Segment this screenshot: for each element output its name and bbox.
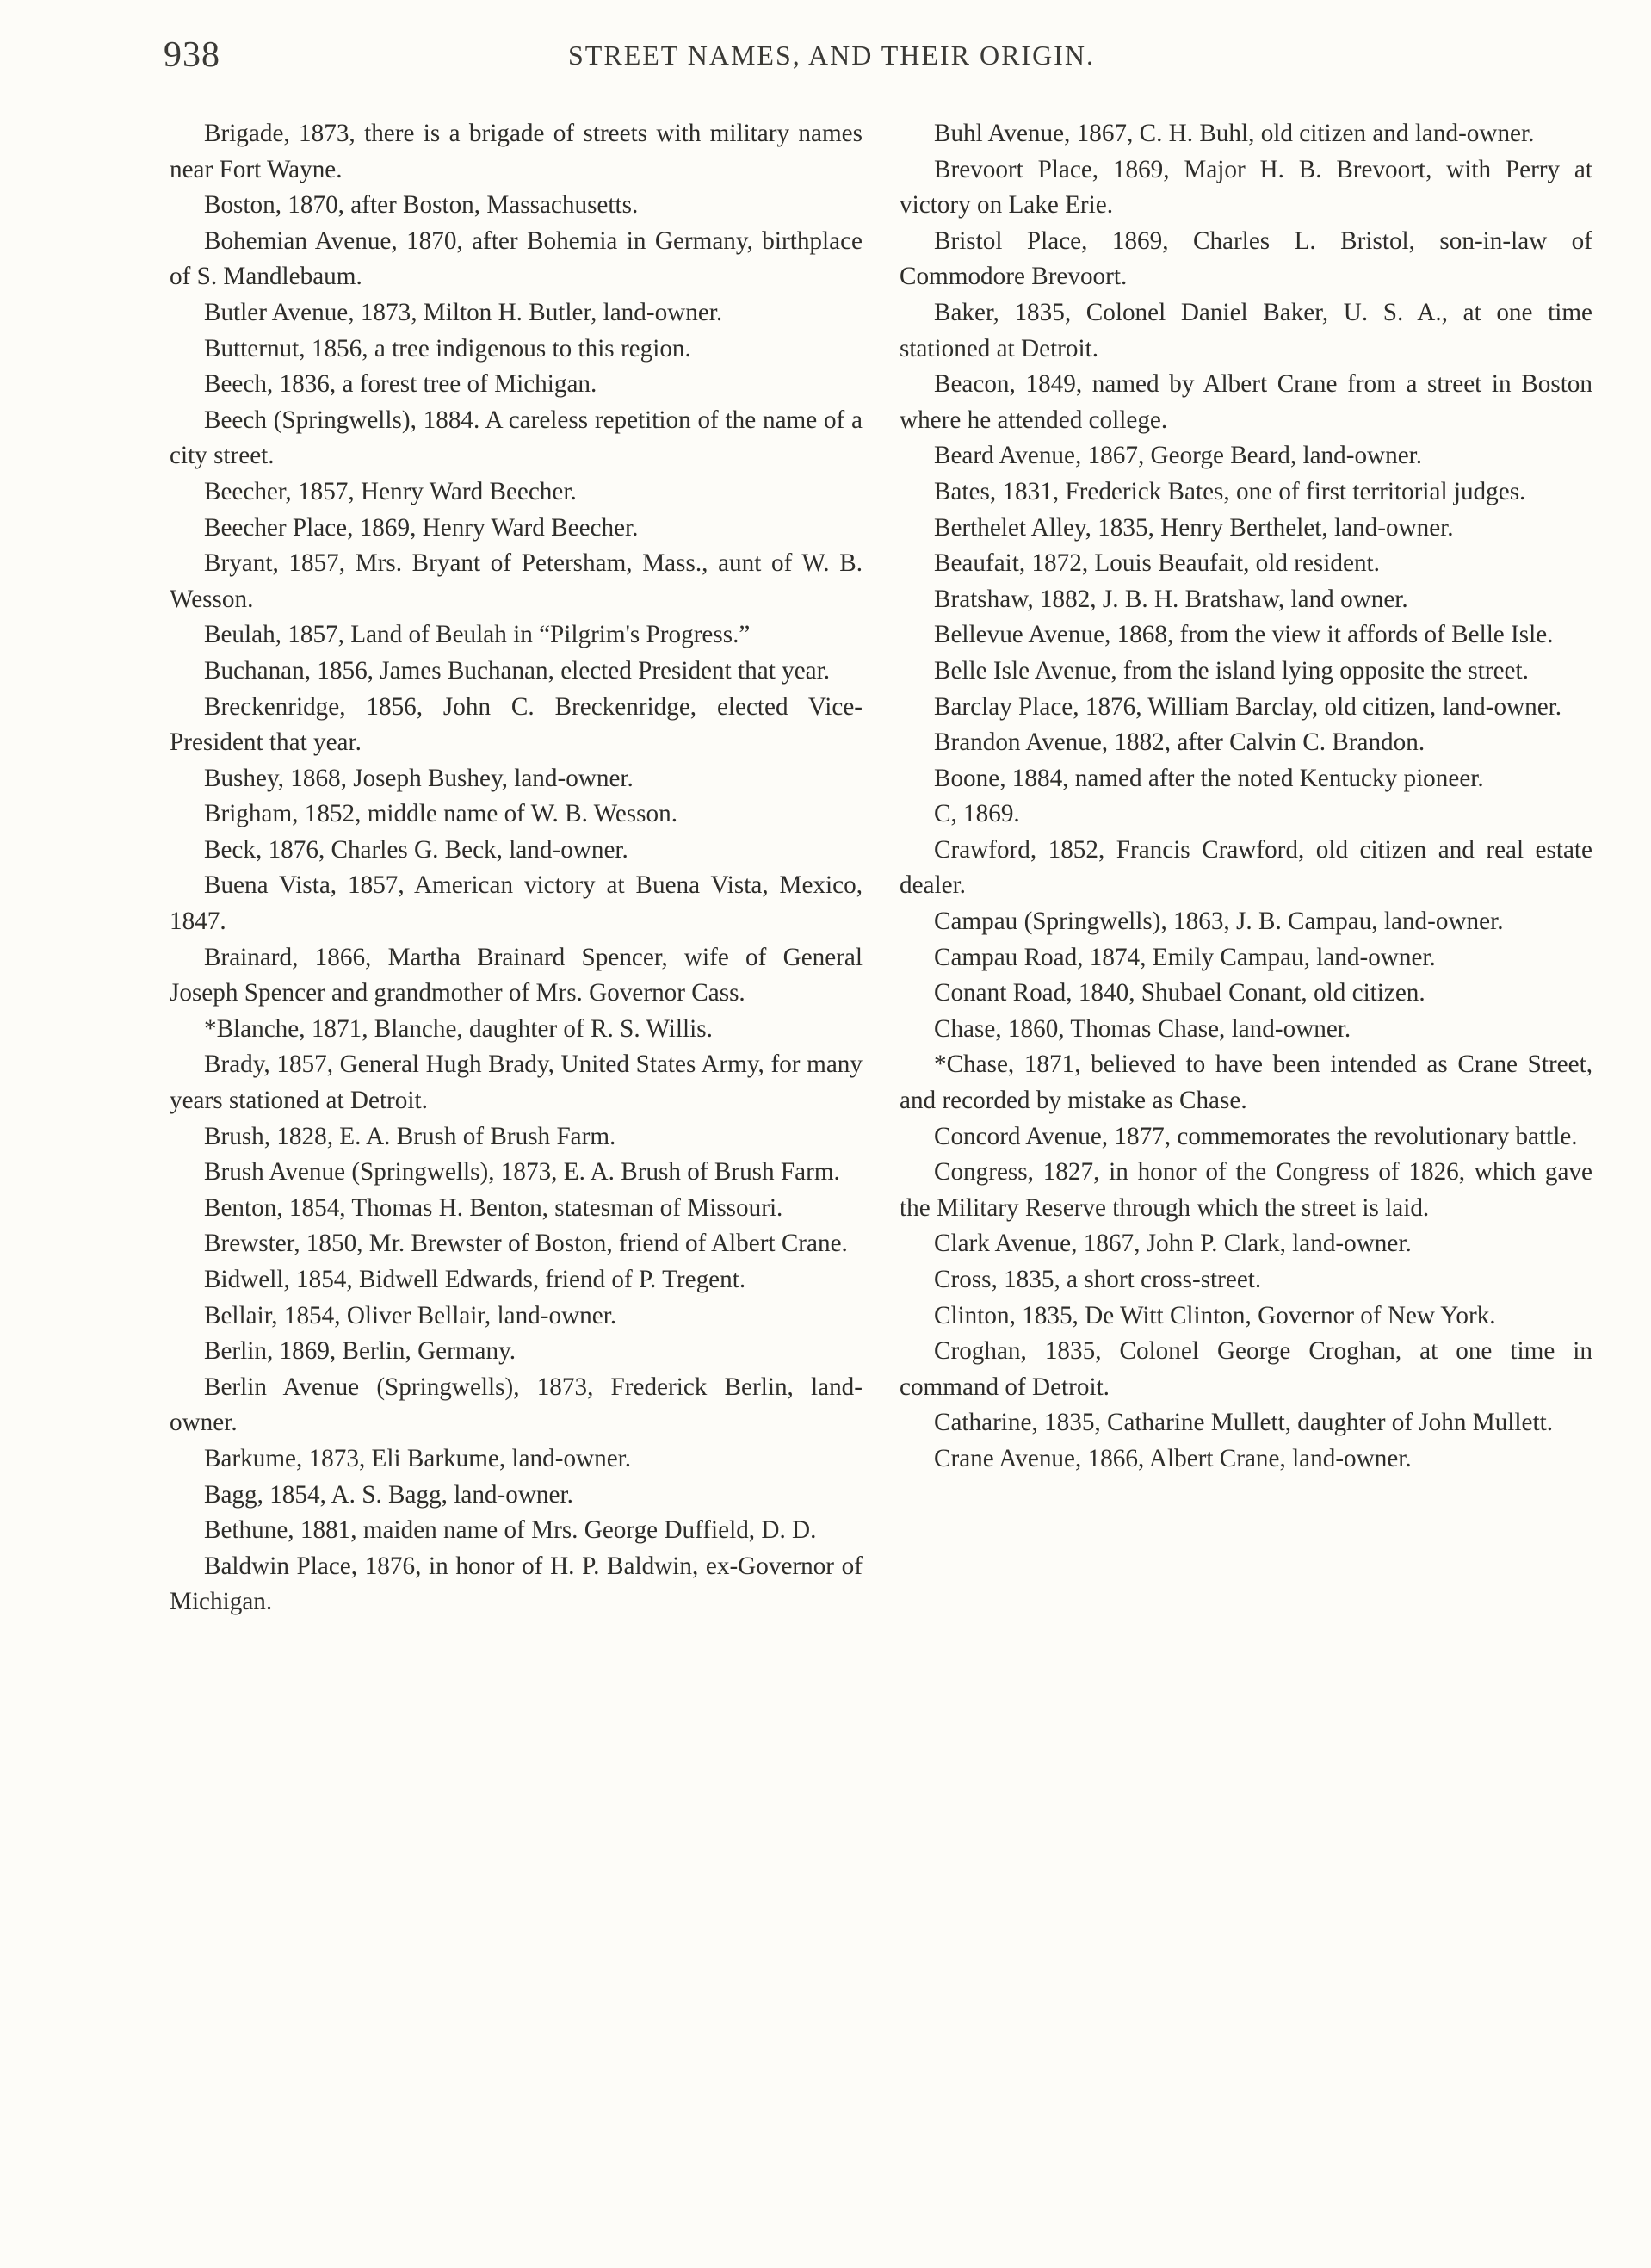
street-entry: Baker, 1835, Colonel Daniel Baker, U. S. A., at one time stationed at Detroit.: [900, 298, 1592, 363]
street-entry: Beecher Place, 1869, Henry Ward Beecher.: [204, 513, 639, 542]
page-header: [164, 26, 1599, 77]
street-entry: Brady, 1857, General Hugh Brady, United States Army, for many years stationed at Detroit.: [170, 1050, 863, 1115]
street-entry: Boston, 1870, after Boston, Massachusetts.: [204, 191, 639, 220]
street-entry: Brigham, 1852, middle name of W. B. Wesson.: [204, 800, 678, 828]
street-entry: Beaufait, 1872, Louis Beaufait, old resident.: [934, 549, 1380, 578]
street-entry: Berlin Avenue (Springwells), 1873, Frederick Berlin, land-owner.: [170, 1373, 863, 1437]
street-entry: Campau (Springwells), 1863, J. B. Campau, land-owner.: [934, 908, 1504, 936]
street-entry: Barkume, 1873, Eli Barkume, land-owner.: [204, 1444, 632, 1472]
street-entry: Brandon Avenue, 1882, after Calvin C. Brandon.: [934, 728, 1425, 757]
street-entry: Congress, 1827, in honor of the Congress of 1826, which gave the Military Reserve through which the street is laid.: [900, 1158, 1592, 1222]
street-entry: Berlin, 1869, Berlin, Germany.: [204, 1337, 516, 1366]
street-entry: Buhl Avenue, 1867, C. H. Buhl, old citizen and land-owner.: [934, 120, 1535, 147]
street-entry: Buchanan, 1856, James Buchanan, elected President that year.: [204, 656, 831, 685]
left-column: [170, 116, 863, 1620]
street-entry: Brewster, 1850, Mr. Brewster of Boston, friend of Albert Crane.: [204, 1230, 848, 1258]
street-entry: Bagg, 1854, A. S. Bagg, land-owner.: [204, 1480, 573, 1509]
street-entry: C, 1869.: [934, 800, 1020, 828]
street-entry: Boone, 1884, named after the noted Kentucky pioneer.: [934, 764, 1484, 792]
street-entry: Clark Avenue, 1867, John P. Clark, land-owner.: [934, 1230, 1412, 1258]
street-entry: Bellevue Avenue, 1868, from the view it affords of Belle Isle.: [934, 621, 1554, 649]
street-entry: Chase, 1860, Thomas Chase, land-owner.: [934, 1014, 1351, 1043]
street-entry: Croghan, 1835, Colonel George Croghan, at one time in command of Detroit.: [900, 1337, 1592, 1401]
right-column: [900, 116, 1592, 1478]
street-entry: Clinton, 1835, De Witt Clinton, Governor of New York.: [934, 1301, 1496, 1329]
street-entry: Bethune, 1881, maiden name of Mrs. George Duffield, D. D.: [204, 1516, 817, 1545]
street-entry: Bristol Place, 1869, Charles L. Bristol, son-in-law of Commodore Brevoort.: [900, 226, 1592, 291]
street-entry: Bryant, 1857, Mrs. Bryant of Petersham, Mass., aunt of W. B. Wesson.: [170, 549, 863, 613]
street-entry: Butler Avenue, 1873, Milton H. Butler, land-owner.: [204, 298, 723, 326]
street-entry: Concord Avenue, 1877, commemorates the revolutionary battle.: [934, 1122, 1578, 1150]
street-entry: Brush Avenue (Springwells), 1873, E. A. Brush of Brush Farm.: [204, 1158, 840, 1187]
street-entry: Beulah, 1857, Land of Beulah in “Pilgrim's Progress.”: [204, 621, 751, 649]
street-entry: Beech, 1836, a forest tree of Michigan.: [204, 370, 597, 399]
street-entry: Conant Road, 1840, Shubael Conant, old citizen.: [934, 979, 1425, 1007]
street-entry: *Blanche, 1871, Blanche, daughter of R. S. Willis.: [204, 1014, 713, 1043]
street-entry: Crane Avenue, 1866, Albert Crane, land-owner.: [934, 1444, 1412, 1472]
street-entry: Bohemian Avenue, 1870, after Bohemia in Germany, birthplace of S. Mandlebaum.: [170, 226, 863, 291]
street-entry: Beech (Springwells), 1884. A careless repetition of the name of a city street.: [170, 406, 863, 470]
street-entry: Baldwin Place, 1876, in honor of H. P. Baldwin, ex-Governor of Michigan.: [170, 1552, 863, 1616]
street-entry: Bushey, 1868, Joseph Bushey, land-owner.: [204, 764, 634, 792]
street-entry: Bidwell, 1854, Bidwell Edwards, friend of P. Tregent.: [204, 1266, 746, 1293]
street-entry: Breckenridge, 1856, John C. Breckenridge, elected Vice-President that year.: [170, 692, 863, 757]
street-entry: Cross, 1835, a short cross-street.: [934, 1266, 1262, 1293]
street-entry: Brainard, 1866, Martha Brainard Spencer, wife of General Joseph Spencer and grandmother of Mrs. Governor Cass.: [170, 943, 863, 1007]
street-entry: Belle Isle Avenue, from the island lying opposite the street.: [934, 656, 1529, 685]
street-entry: Bellair, 1854, Oliver Bellair, land-owner.: [204, 1301, 617, 1329]
street-entry: Catharine, 1835, Catharine Mullett, daughter of John Mullett.: [934, 1409, 1553, 1437]
street-entry: Campau Road, 1874, Emily Campau, land-owner.: [934, 943, 1436, 971]
street-entry: Crawford, 1852, Francis Crawford, old citizen and real estate dealer.: [900, 835, 1592, 900]
running-head: STREET NAMES, AND THEIR ORIGIN.: [568, 40, 1095, 71]
street-entry: Beard Avenue, 1867, George Beard, land-owner.: [934, 442, 1423, 470]
street-entry: Buena Vista, 1857, American victory at Buena Vista, Mexico, 1847.: [170, 871, 863, 936]
street-entry: Berthelet Alley, 1835, Henry Berthelet, land-owner.: [934, 513, 1454, 542]
street-entry: Brush, 1828, E. A. Brush of Brush Farm.: [204, 1122, 616, 1150]
street-entry: Beecher, 1857, Henry Ward Beecher.: [204, 477, 577, 505]
street-entry: Beacon, 1849, named by Albert Crane from a street in Boston where he attended college.: [900, 370, 1592, 434]
street-entry: Butternut, 1856, a tree indigenous to this region.: [204, 334, 691, 363]
street-entry: Brigade, 1873, there is a brigade of streets with military names near Fort Wayne.: [170, 120, 863, 183]
street-entry: Bates, 1831, Frederick Bates, one of first territorial judges.: [934, 477, 1526, 505]
street-entry: Brevoort Place, 1869, Major H. B. Brevoort, with Perry at victory on Lake Erie.: [900, 155, 1592, 220]
street-entry: Beck, 1876, Charles G. Beck, land-owner.: [204, 835, 628, 864]
street-entry: Bratshaw, 1882, J. B. H. Bratshaw, land owner.: [934, 585, 1408, 613]
street-entry: Benton, 1854, Thomas H. Benton, statesman of Missouri.: [204, 1193, 783, 1222]
street-entry: *Chase, 1871, believed to have been intended as Crane Street, and recorded by mistake as Chase.: [900, 1050, 1592, 1115]
page-number: 938: [164, 35, 220, 75]
street-entry: Barclay Place, 1876, William Barclay, old citizen, land-owner.: [934, 692, 1562, 721]
